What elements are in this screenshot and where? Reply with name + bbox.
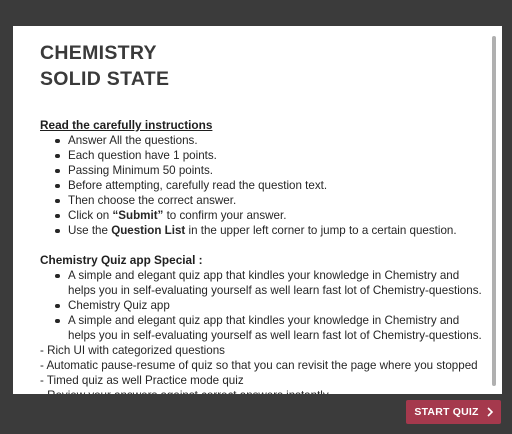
instructions-heading: Read the carefully instructions — [40, 118, 213, 132]
instruction-item — [68, 208, 490, 223]
instruction-item — [68, 223, 490, 238]
question-list-keyword: Question List — [111, 224, 186, 237]
special-item-line: helps you in self-evaluating yourself as well learn fast lot of Chemistry-questions. — [68, 329, 482, 342]
special-heading: Chemistry Quiz app Special : — [40, 253, 203, 267]
special-item — [68, 313, 490, 343]
feature-line: - Automatic pause-resume of quiz so that you can revisit the page where you stopped — [40, 359, 478, 372]
spacer — [40, 238, 490, 253]
instruction-item: Each question have 1 points. — [68, 148, 490, 163]
spacer — [40, 92, 490, 118]
submit-keyword: “Submit” — [112, 209, 164, 222]
special-item-line: A simple and elegant quiz app that kindles your knowledge in Chemistry and — [68, 314, 460, 327]
quiz-intro-dialog — [13, 26, 502, 394]
instruction-item: Passing Minimum 50 points. — [68, 163, 490, 178]
special-item-line: Chemistry Quiz app — [68, 299, 170, 312]
instruction-item: Answer All the questions. — [68, 133, 490, 148]
instruction-text: Click on — [68, 209, 113, 222]
special-item-line: A simple and elegant quiz app that kindles your knowledge in Chemistry and — [68, 269, 460, 282]
instruction-item: Then choose the correct answer. — [68, 193, 490, 208]
feature-line: - Timed quiz as well Practice mode quiz — [40, 374, 244, 387]
feature-line: - Rich UI with categorized questions — [40, 344, 225, 357]
page-title — [40, 40, 490, 92]
special-item-line: helps you in self-evaluating yourself as well learn fast lot of Chemistry-questions. — [68, 284, 482, 297]
title-line-1: CHEMISTRY — [40, 42, 157, 64]
start-quiz-button[interactable] — [406, 400, 501, 424]
special-item — [68, 298, 490, 313]
dialog-content — [40, 40, 490, 403]
special-list — [40, 268, 490, 343]
title-line-2: SOLID STATE — [40, 68, 170, 90]
start-quiz-label: START QUIZ — [414, 406, 479, 418]
instruction-item: Before attempting, carefully read the question text. — [68, 178, 490, 193]
instructions-list — [40, 133, 490, 238]
instruction-text: Use the — [68, 224, 112, 237]
chevron-right-icon — [487, 407, 493, 417]
instruction-text: in the upper left corner to jump to a certain question. — [185, 224, 457, 237]
scrollbar[interactable] — [492, 36, 496, 386]
instruction-text: to confirm your answer. — [163, 209, 287, 222]
special-item — [68, 268, 490, 298]
